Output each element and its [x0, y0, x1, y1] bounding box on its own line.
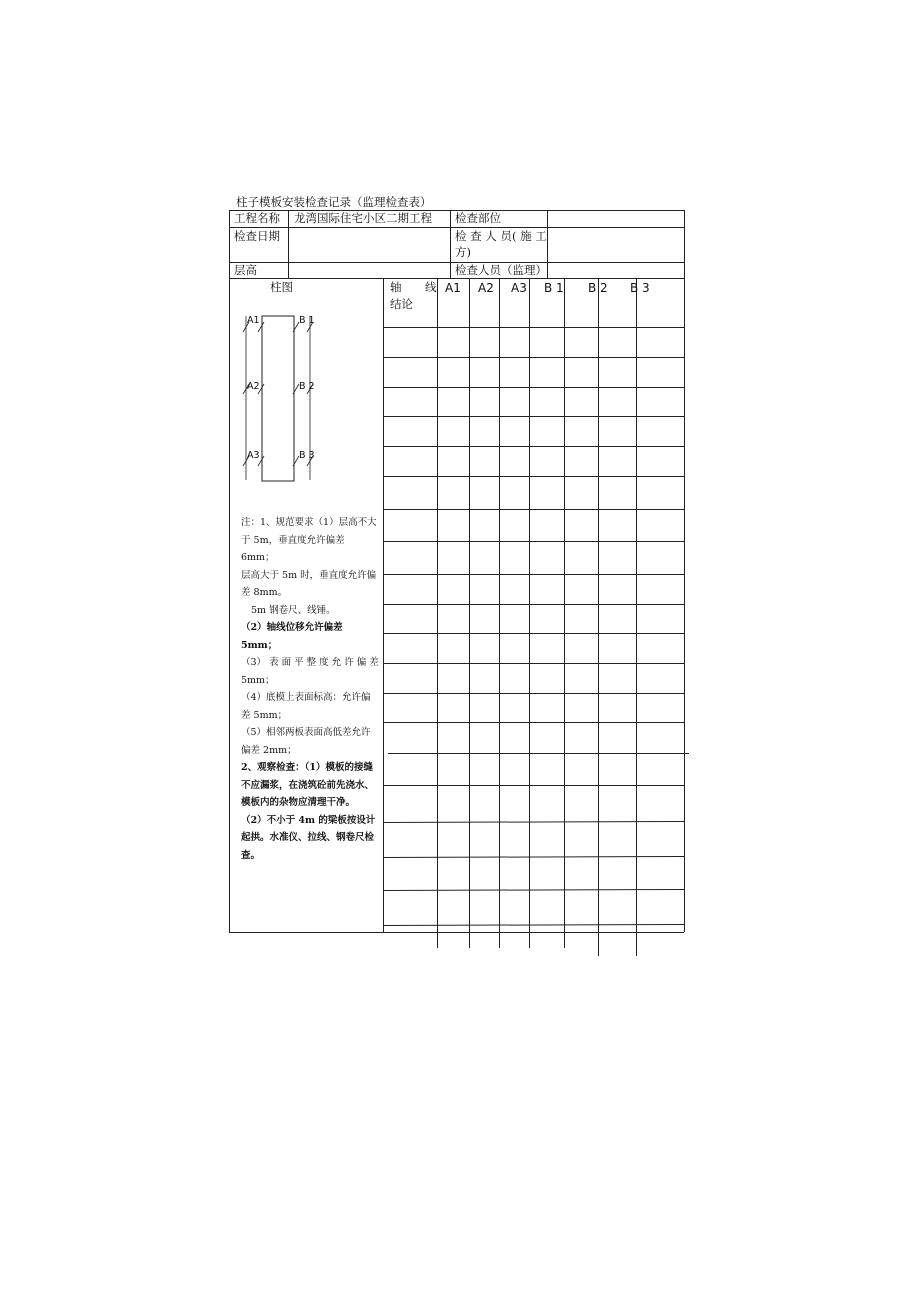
note-line: 于 5m，垂直度允许偏差 6mm； [241, 534, 345, 563]
grid-row-line [383, 785, 684, 786]
note-line: 层高大于 5m 时，垂直度允许偏 [241, 569, 377, 581]
header-row-divider-3 [229, 278, 684, 279]
floor-height-label: 层高 [234, 263, 257, 277]
grid-row-line [383, 889, 684, 891]
grid-row-line [383, 446, 684, 447]
diagram-label-a2: A2 [247, 381, 260, 392]
grid-row-line [388, 753, 689, 754]
note-line: （2）轴线位移允许偏差 5mm； [241, 622, 343, 651]
note-line: 起拱。水准仪、拉线、钢卷尺检 [241, 832, 375, 843]
note-line: （3） 表 面 平 整 度 允 许 偏 差 [241, 657, 379, 668]
diagram-label-a3: A3 [247, 450, 260, 461]
grid-row-line [383, 604, 684, 605]
note-line: 模板内的杂物应清理干净。 [241, 797, 356, 808]
main-col-divider [383, 278, 384, 932]
grid-col-header-a3: A3 [511, 281, 527, 295]
column-outline [262, 316, 294, 481]
grid-row-line [383, 574, 684, 575]
grid-col-header-b2: B 2 [588, 281, 608, 295]
inspector-supervision-label: 检查人员（监理） [455, 263, 547, 277]
grid-row-line [383, 924, 684, 926]
note-line: 注：1、规范要求（1）层高不大 [241, 517, 377, 528]
document-title: 柱子模板安装检查记录（监理检查表） [236, 195, 432, 209]
grid-col-line-6 [598, 278, 599, 956]
note-line: 不应漏浆，在浇筑砼前先浇水、 [241, 779, 375, 791]
grid-col-line-2 [469, 278, 470, 948]
grid-row-line [383, 663, 684, 664]
note-line: 差 5mm； [241, 709, 288, 721]
grid-col-header-b1: B 1 [544, 281, 564, 295]
grid-col-header-b3: B 3 [630, 281, 650, 295]
grid-col-line-4 [529, 278, 530, 948]
grid-row-line [383, 476, 684, 477]
note-line: 5mm； [241, 674, 275, 686]
grid-col-header-a1: A1 [445, 281, 461, 295]
grid-row-line [383, 633, 684, 634]
grid-row-line [383, 541, 684, 542]
grid-row-line [383, 416, 684, 417]
note-line: 2、观察检查：（1）模板的接缝 [241, 762, 373, 773]
note-line: 偏差 2mm； [241, 744, 297, 756]
inspect-date-label: 检查日期 [234, 229, 280, 243]
inspector-construction-label-1: 检 查 人 员( 施 工 [455, 229, 547, 243]
grid-row-line [383, 327, 684, 328]
grid-col-header-a2: A2 [478, 281, 494, 295]
inspector-construction-label-2: 方) [455, 245, 471, 259]
header-col-divider-2 [450, 210, 451, 278]
grid-col-line-1 [437, 278, 438, 948]
grid-col-line-3 [499, 278, 500, 948]
grid-row-line [383, 357, 684, 358]
grid-row-line [383, 722, 684, 723]
grid-axis-label: 轴 线 [390, 280, 443, 294]
table-left-border [229, 210, 230, 932]
note-line: （2）不小于 4m 的梁板按设计 [241, 814, 376, 826]
grid-row-line [383, 387, 684, 388]
table-bottom-border [229, 932, 684, 933]
table-right-border [684, 210, 685, 932]
note-line: 查。 [241, 849, 261, 861]
note-line: （4）底模上表面标高：允许偏 [241, 692, 371, 703]
grid-row-line [383, 856, 684, 858]
note-line: 差 8mm。 [241, 587, 288, 598]
header-col-divider-1 [288, 210, 289, 278]
project-name-value: 龙湾国际住宅小区二期工程 [294, 211, 432, 225]
note-line: 5m 钢卷尺、线锤。 [251, 604, 336, 616]
grid-conclusion-label: 结论 [390, 297, 413, 311]
grid-row-line [383, 509, 684, 510]
grid-row-line [383, 821, 684, 823]
header-row-divider-1 [229, 227, 684, 228]
project-name-label: 工程名称 [234, 211, 280, 225]
grid-row-line [383, 693, 684, 694]
grid-col-line-5 [564, 278, 565, 948]
diagram-label-b1: B 1 [299, 315, 315, 326]
diagram-label-b3: B 3 [299, 450, 315, 461]
diagram-label-a1: A1 [247, 315, 260, 326]
notes-block [241, 514, 381, 864]
column-diagram [238, 310, 328, 490]
note-line: （5）相邻两板表面高低差允许 [241, 727, 371, 738]
grid-col-line-7 [636, 278, 637, 956]
diagram-label-b2: B 2 [299, 381, 315, 392]
column-diagram-label: 柱图 [270, 280, 293, 294]
inspect-part-label: 检查部位 [455, 211, 501, 225]
header-col-divider-3 [547, 210, 548, 278]
